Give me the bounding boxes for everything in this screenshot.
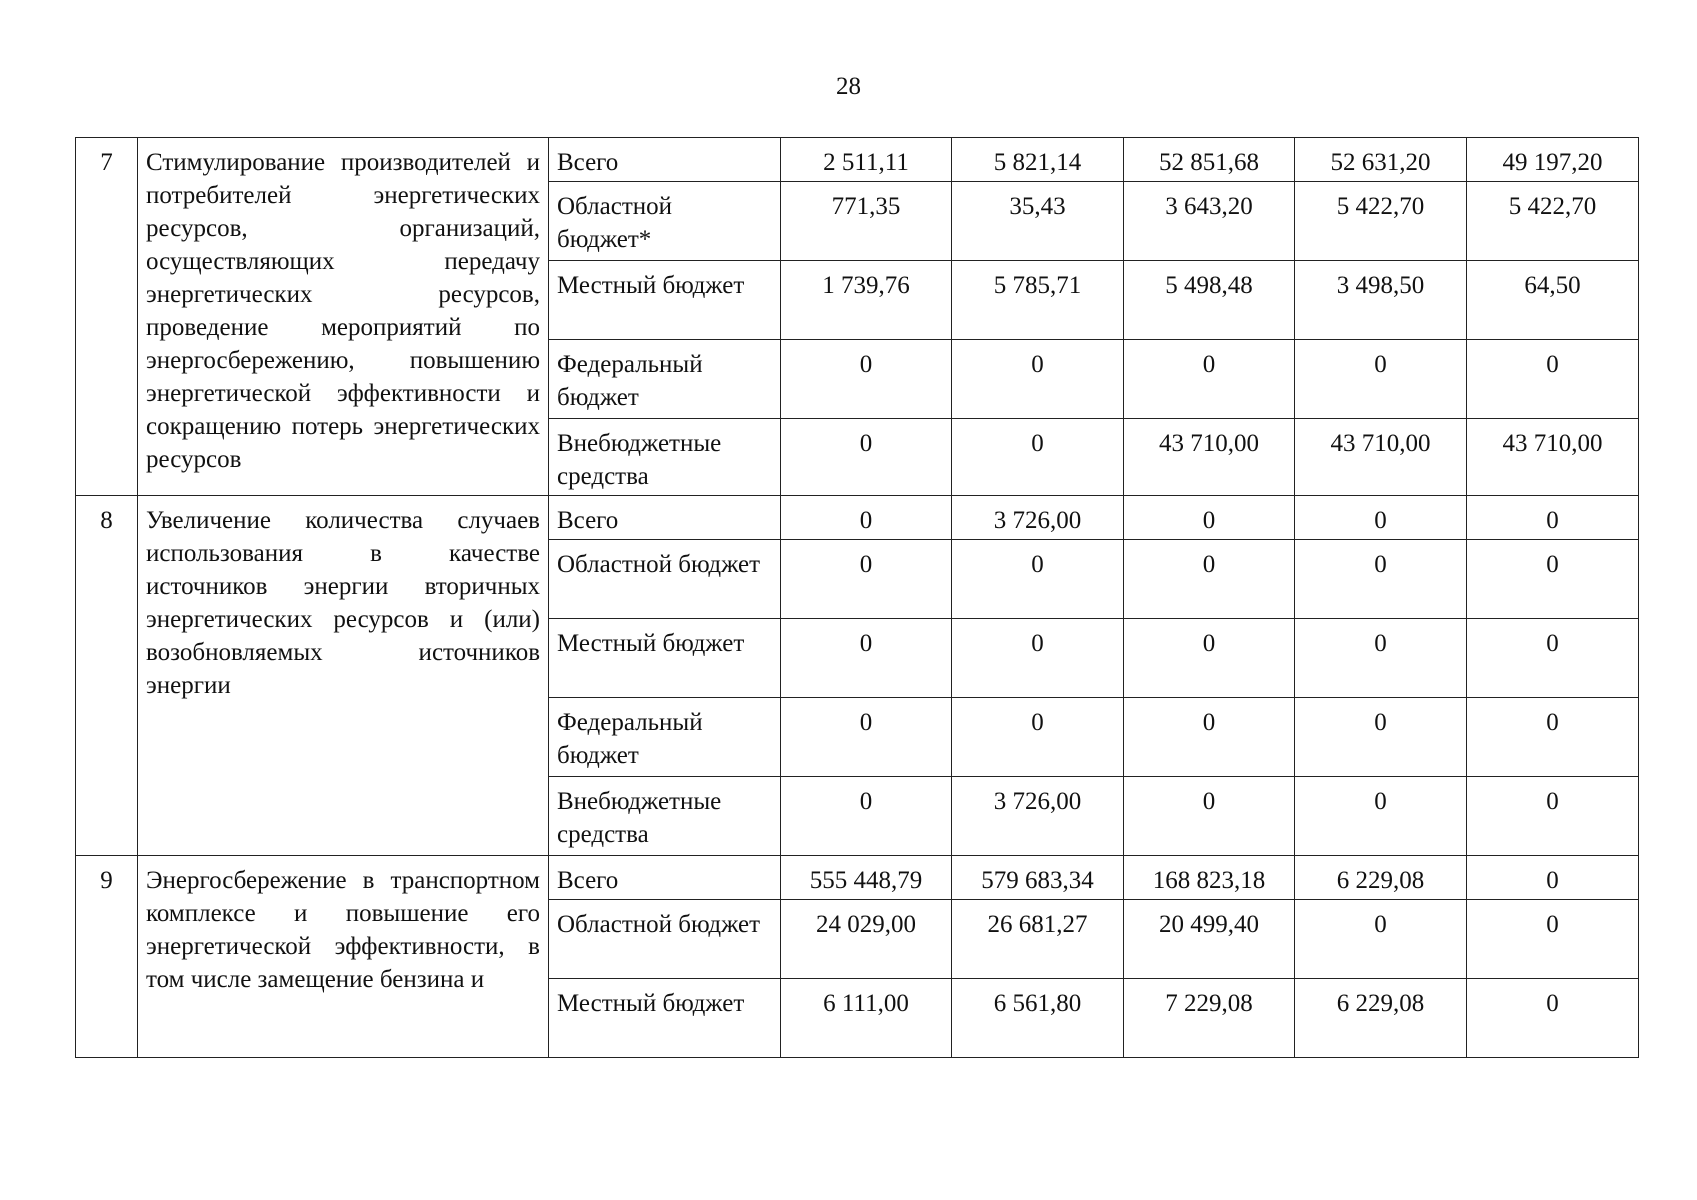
value-cell: 0 (1467, 777, 1639, 856)
table-row (76, 496, 1639, 540)
page-number: 28 (836, 73, 861, 100)
budget-table (75, 137, 1639, 1058)
value-cell: 0 (952, 419, 1124, 496)
value-cell: 0 (1295, 540, 1467, 619)
value-cell: 0 (952, 540, 1124, 619)
funding-source-label: Местный бюджет (549, 261, 781, 340)
value-cell: 0 (1295, 340, 1467, 419)
row-number: 7 (76, 138, 138, 496)
value-cell: 3 643,20 (1124, 182, 1295, 261)
value-cell: 0 (1467, 340, 1639, 419)
value-cell: 0 (1467, 856, 1639, 900)
value-cell: 0 (1467, 900, 1639, 979)
row-number: 8 (76, 496, 138, 856)
value-cell: 579 683,34 (952, 856, 1124, 900)
funding-source-label: Федеральный бюджет (549, 698, 781, 777)
table-row (76, 138, 1639, 182)
value-cell: 0 (1124, 619, 1295, 698)
value-cell: 52 851,68 (1124, 138, 1295, 182)
value-cell: 0 (952, 698, 1124, 777)
value-cell: 26 681,27 (952, 900, 1124, 979)
value-cell: 35,43 (952, 182, 1124, 261)
value-cell: 0 (1124, 496, 1295, 540)
value-cell: 771,35 (781, 182, 952, 261)
value-cell: 0 (1467, 698, 1639, 777)
funding-source-label: Областной бюджет (549, 900, 781, 979)
funding-source-label: Местный бюджет (549, 619, 781, 698)
value-cell: 3 726,00 (952, 496, 1124, 540)
value-cell: 0 (952, 619, 1124, 698)
value-cell: 6 229,08 (1295, 856, 1467, 900)
funding-source-label: Областной бюджет* (549, 182, 781, 261)
table-row (76, 856, 1639, 900)
value-cell: 0 (1124, 340, 1295, 419)
value-cell: 0 (781, 698, 952, 777)
value-cell: 6 111,00 (781, 979, 952, 1058)
value-cell: 5 422,70 (1467, 182, 1639, 261)
value-cell: 1 739,76 (781, 261, 952, 340)
value-cell: 0 (781, 419, 952, 496)
funding-source-label: Всего (549, 856, 781, 900)
value-cell: 0 (1467, 496, 1639, 540)
funding-source-label: Внебюджетные средства (549, 419, 781, 496)
value-cell: 0 (781, 540, 952, 619)
value-cell: 0 (1295, 496, 1467, 540)
value-cell: 0 (952, 340, 1124, 419)
value-cell: 0 (781, 340, 952, 419)
value-cell: 6 561,80 (952, 979, 1124, 1058)
value-cell: 52 631,20 (1295, 138, 1467, 182)
funding-source-label: Всего (549, 138, 781, 182)
value-cell: 5 498,48 (1124, 261, 1295, 340)
activity-description: Энергосбережение в транспортном комплексе и повышение его энергетической эффективности, в том числе замещение бензина и (138, 856, 549, 1058)
value-cell: 5 422,70 (1295, 182, 1467, 261)
value-cell: 0 (1295, 900, 1467, 979)
value-cell: 43 710,00 (1124, 419, 1295, 496)
value-cell: 5 821,14 (952, 138, 1124, 182)
value-cell: 168 823,18 (1124, 856, 1295, 900)
funding-source-label: Федеральный бюджет (549, 340, 781, 419)
funding-source-label: Внебюджетные средства (549, 777, 781, 856)
funding-source-label: Всего (549, 496, 781, 540)
value-cell: 0 (1295, 777, 1467, 856)
funding-source-label: Местный бюджет (549, 979, 781, 1058)
value-cell: 3 726,00 (952, 777, 1124, 856)
value-cell: 5 785,71 (952, 261, 1124, 340)
activity-description: Увеличение количества случаев использования в качестве источников энергии вторичных энергетических ресурсов и (или) возобновляемых источников энергии (138, 496, 549, 856)
value-cell: 0 (1295, 698, 1467, 777)
value-cell: 0 (1295, 619, 1467, 698)
value-cell: 0 (1467, 619, 1639, 698)
value-cell: 3 498,50 (1295, 261, 1467, 340)
value-cell: 6 229,08 (1295, 979, 1467, 1058)
value-cell: 0 (781, 777, 952, 856)
value-cell: 0 (1124, 698, 1295, 777)
value-cell: 2 511,11 (781, 138, 952, 182)
funding-source-label: Областной бюджет (549, 540, 781, 619)
value-cell: 64,50 (1467, 261, 1639, 340)
value-cell: 0 (781, 496, 952, 540)
value-cell: 20 499,40 (1124, 900, 1295, 979)
value-cell: 0 (1467, 979, 1639, 1058)
value-cell: 43 710,00 (1467, 419, 1639, 496)
value-cell: 43 710,00 (1295, 419, 1467, 496)
activity-description: Стимулирование производителей и потребителей энергетических ресурсов, организаций, осуществляющих передачу энергетических ресурсов, проведение мероприятий по энергосбережению, повышению энергетической эффективности и сокращению потерь энергетических ресурсов (138, 138, 549, 496)
value-cell: 0 (1467, 540, 1639, 619)
row-number: 9 (76, 856, 138, 1058)
value-cell: 0 (1124, 777, 1295, 856)
value-cell: 0 (781, 619, 952, 698)
value-cell: 555 448,79 (781, 856, 952, 900)
value-cell: 49 197,20 (1467, 138, 1639, 182)
value-cell: 24 029,00 (781, 900, 952, 979)
value-cell: 7 229,08 (1124, 979, 1295, 1058)
value-cell: 0 (1124, 540, 1295, 619)
